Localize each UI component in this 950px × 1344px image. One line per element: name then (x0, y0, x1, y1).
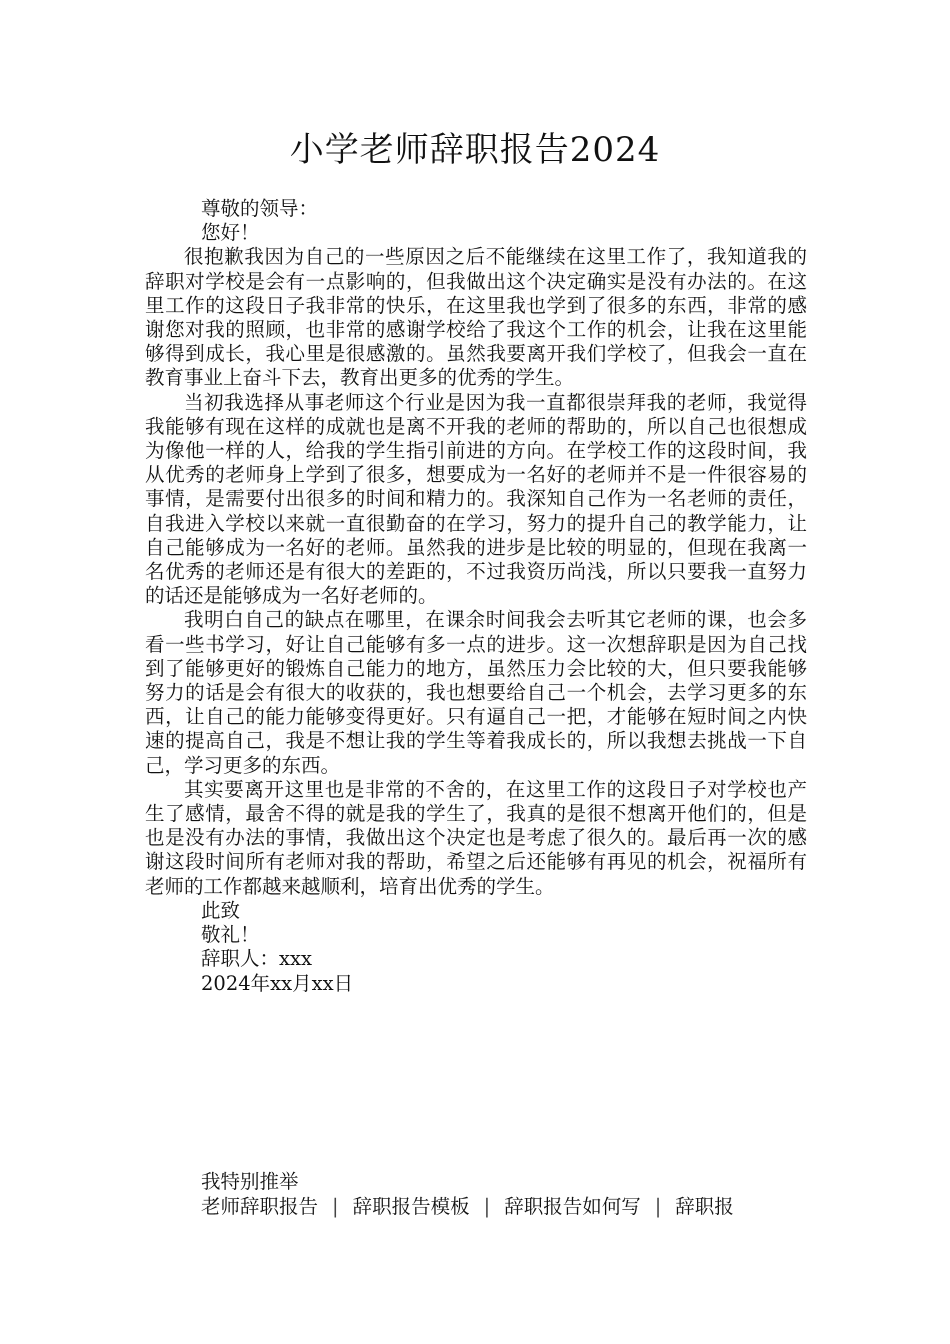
signature: 辞职人：xxx (201, 947, 312, 971)
separator: | (654, 1195, 662, 1218)
paragraph: 其实要离开这里也是非常的不舍的，在这里工作的这段日子对学校也产生了感情，最舍不得的就是我的学生了，我真的是很不想离开他们的，但是也是没有办法的事情，我做出这个决定也是考虑了很久的。最后再一次的感谢这段时间所有老师对我的帮助，希望之后还能够有再见的机会，祝福所有老师的工作都越来越顺利，培育出优秀的学生。 (145, 777, 807, 898)
separator: | (332, 1195, 339, 1218)
regards: 敬礼！ (201, 923, 260, 947)
separator: | (483, 1195, 491, 1218)
recommend-title: 我特别推举 (201, 1170, 299, 1193)
document-title: 小学老师辞职报告2024 (289, 130, 661, 170)
paragraph: 当初我选择从事老师这个行业是因为我一直都很崇拜我的老师，我觉得我能够有现在这样的成就也是离不开我的老师的帮助的，所以自己也很想成为像他一样的人，给我的学生指引前进的方向。在学校工作的这段时间，我从优秀的老师身上学到了很多，想要成为一名好的老师并不是一件很容易的事情，是需要付出很多的时间和精力的。我深知自己作为一名老师的责任，自我进入学校以来就一直很勤奋的在学习，努力的提升自己的教学能力，让自己能够成为一名好的老师。虽然我的进步是比较的明显的，但现在我离一名优秀的老师还是有很大的差距的，不过我资历尚浅，所以只要我一直努力的话还是能够成为一名好老师的。 (145, 390, 807, 608)
recommend-link[interactable]: 辞职报告模板 (352, 1195, 470, 1218)
paragraph: 很抱歉我因为自己的一些原因之后不能继续在这里工作了，我知道我的辞职对学校是会有一点影响的，但我做出这个决定确实是没有办法的。在这里工作的这段日子我非常的快乐，在这里我也学到了很多的东西，非常的感谢您对我的照顾，也非常的感谢学校给了我这个工作的机会，让我在这里能够得到成长，我心里是很感激的。虽然我要离开我们学校了，但我会一直在教育事业上奋斗下去，教育出更多的优秀的学生。 (145, 245, 807, 390)
recommend-links (201, 1195, 821, 1219)
letter-body (145, 197, 807, 996)
recommend-link[interactable]: 辞职报 (675, 1195, 734, 1218)
salutation: 尊敬的领导： (201, 197, 319, 220)
greeting: 您好！ (201, 221, 260, 245)
date: 2024年xx月xx日 (201, 971, 354, 995)
recommend-link[interactable]: 辞职报告如何写 (504, 1195, 641, 1218)
closing: 此致 (201, 898, 241, 922)
recommend-link[interactable]: 老师辞职报告 (201, 1195, 319, 1218)
paragraph: 我明白自己的缺点在哪里，在课余时间我会去听其它老师的课，也会多看一些书学习，好让自己能够有多一点的进步。这一次想辞职是因为自己找到了能够更好的锻炼自己能力的地方，虽然压力会比较的大，但只要我能够努力的话是会有很大的收获的，我也想要给自己一个机会，去学习更多的东西，让自己的能力能够变得更好。只有逼自己一把，才能够在短时间之内快速的提高自己，我是不想让我的学生等着我成长的，所以我想去挑战一下自己，学习更多的东西。 (145, 608, 807, 777)
